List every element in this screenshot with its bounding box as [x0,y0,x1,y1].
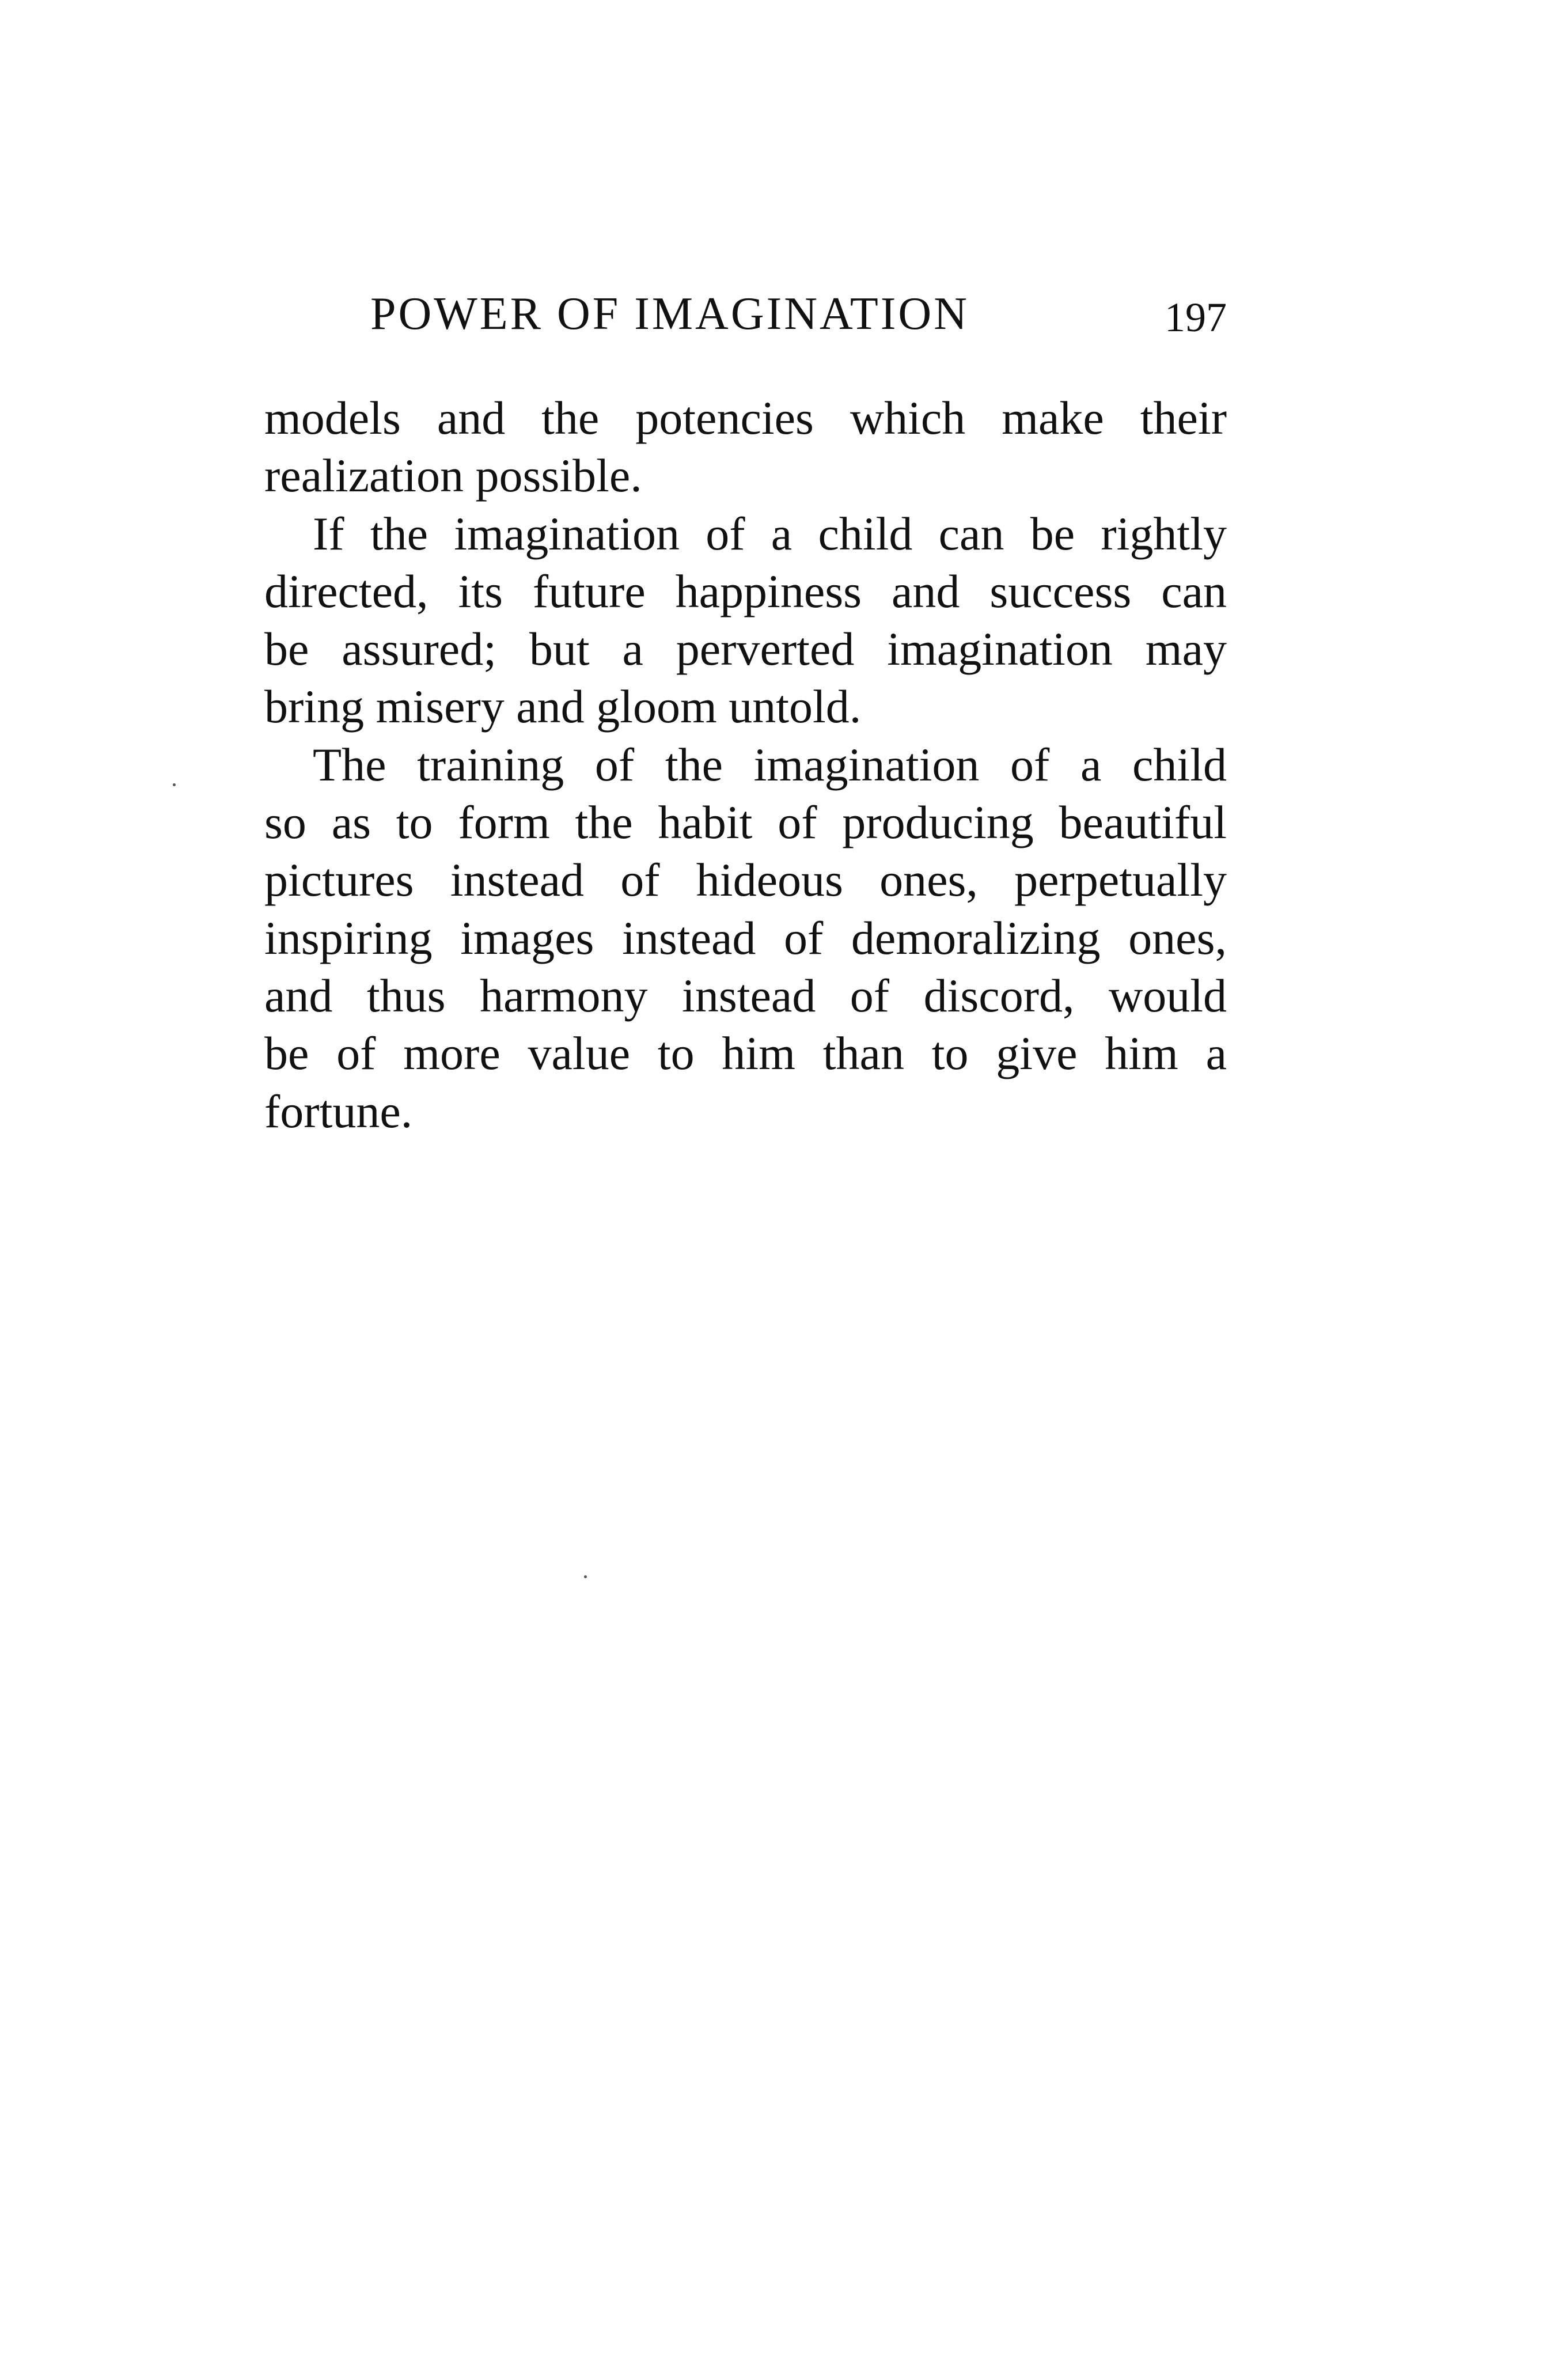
text-line: be assured; but a perverted imagination may [264,623,1227,676]
text-line: inspiring images instead of demoralizing ones, [264,911,1227,964]
body-text [264,389,1227,1140]
text-line: pictures instead of hideous ones, perpetually [264,854,1227,907]
running-title: POWER OF IMAGINATION [370,289,969,339]
text-line: and thus harmony instead of discord, would [264,969,1227,1022]
paragraph [264,505,1227,736]
text-line: If the imagination of a child can be rightly [313,507,1227,560]
scan-speck [173,783,176,786]
page-number: 197 [1165,294,1227,340]
scan-speck [584,1575,587,1578]
paragraph [264,389,1227,505]
text-line: directed, its future happiness and success can [264,564,1227,617]
text-line: The training of the imagination of a child [313,738,1227,791]
paragraph [264,736,1227,1140]
text-line: fortune. [264,1085,413,1138]
text-line: bring misery and gloom untold. [264,680,862,733]
text-line: realization possible. [264,449,642,502]
text-line: be of more value to him than to give him a [264,1027,1227,1080]
text-line: so as to form the habit of producing beautiful [264,796,1227,849]
text-line: models and the potencies which make their [264,392,1227,444]
running-header [264,282,1227,346]
